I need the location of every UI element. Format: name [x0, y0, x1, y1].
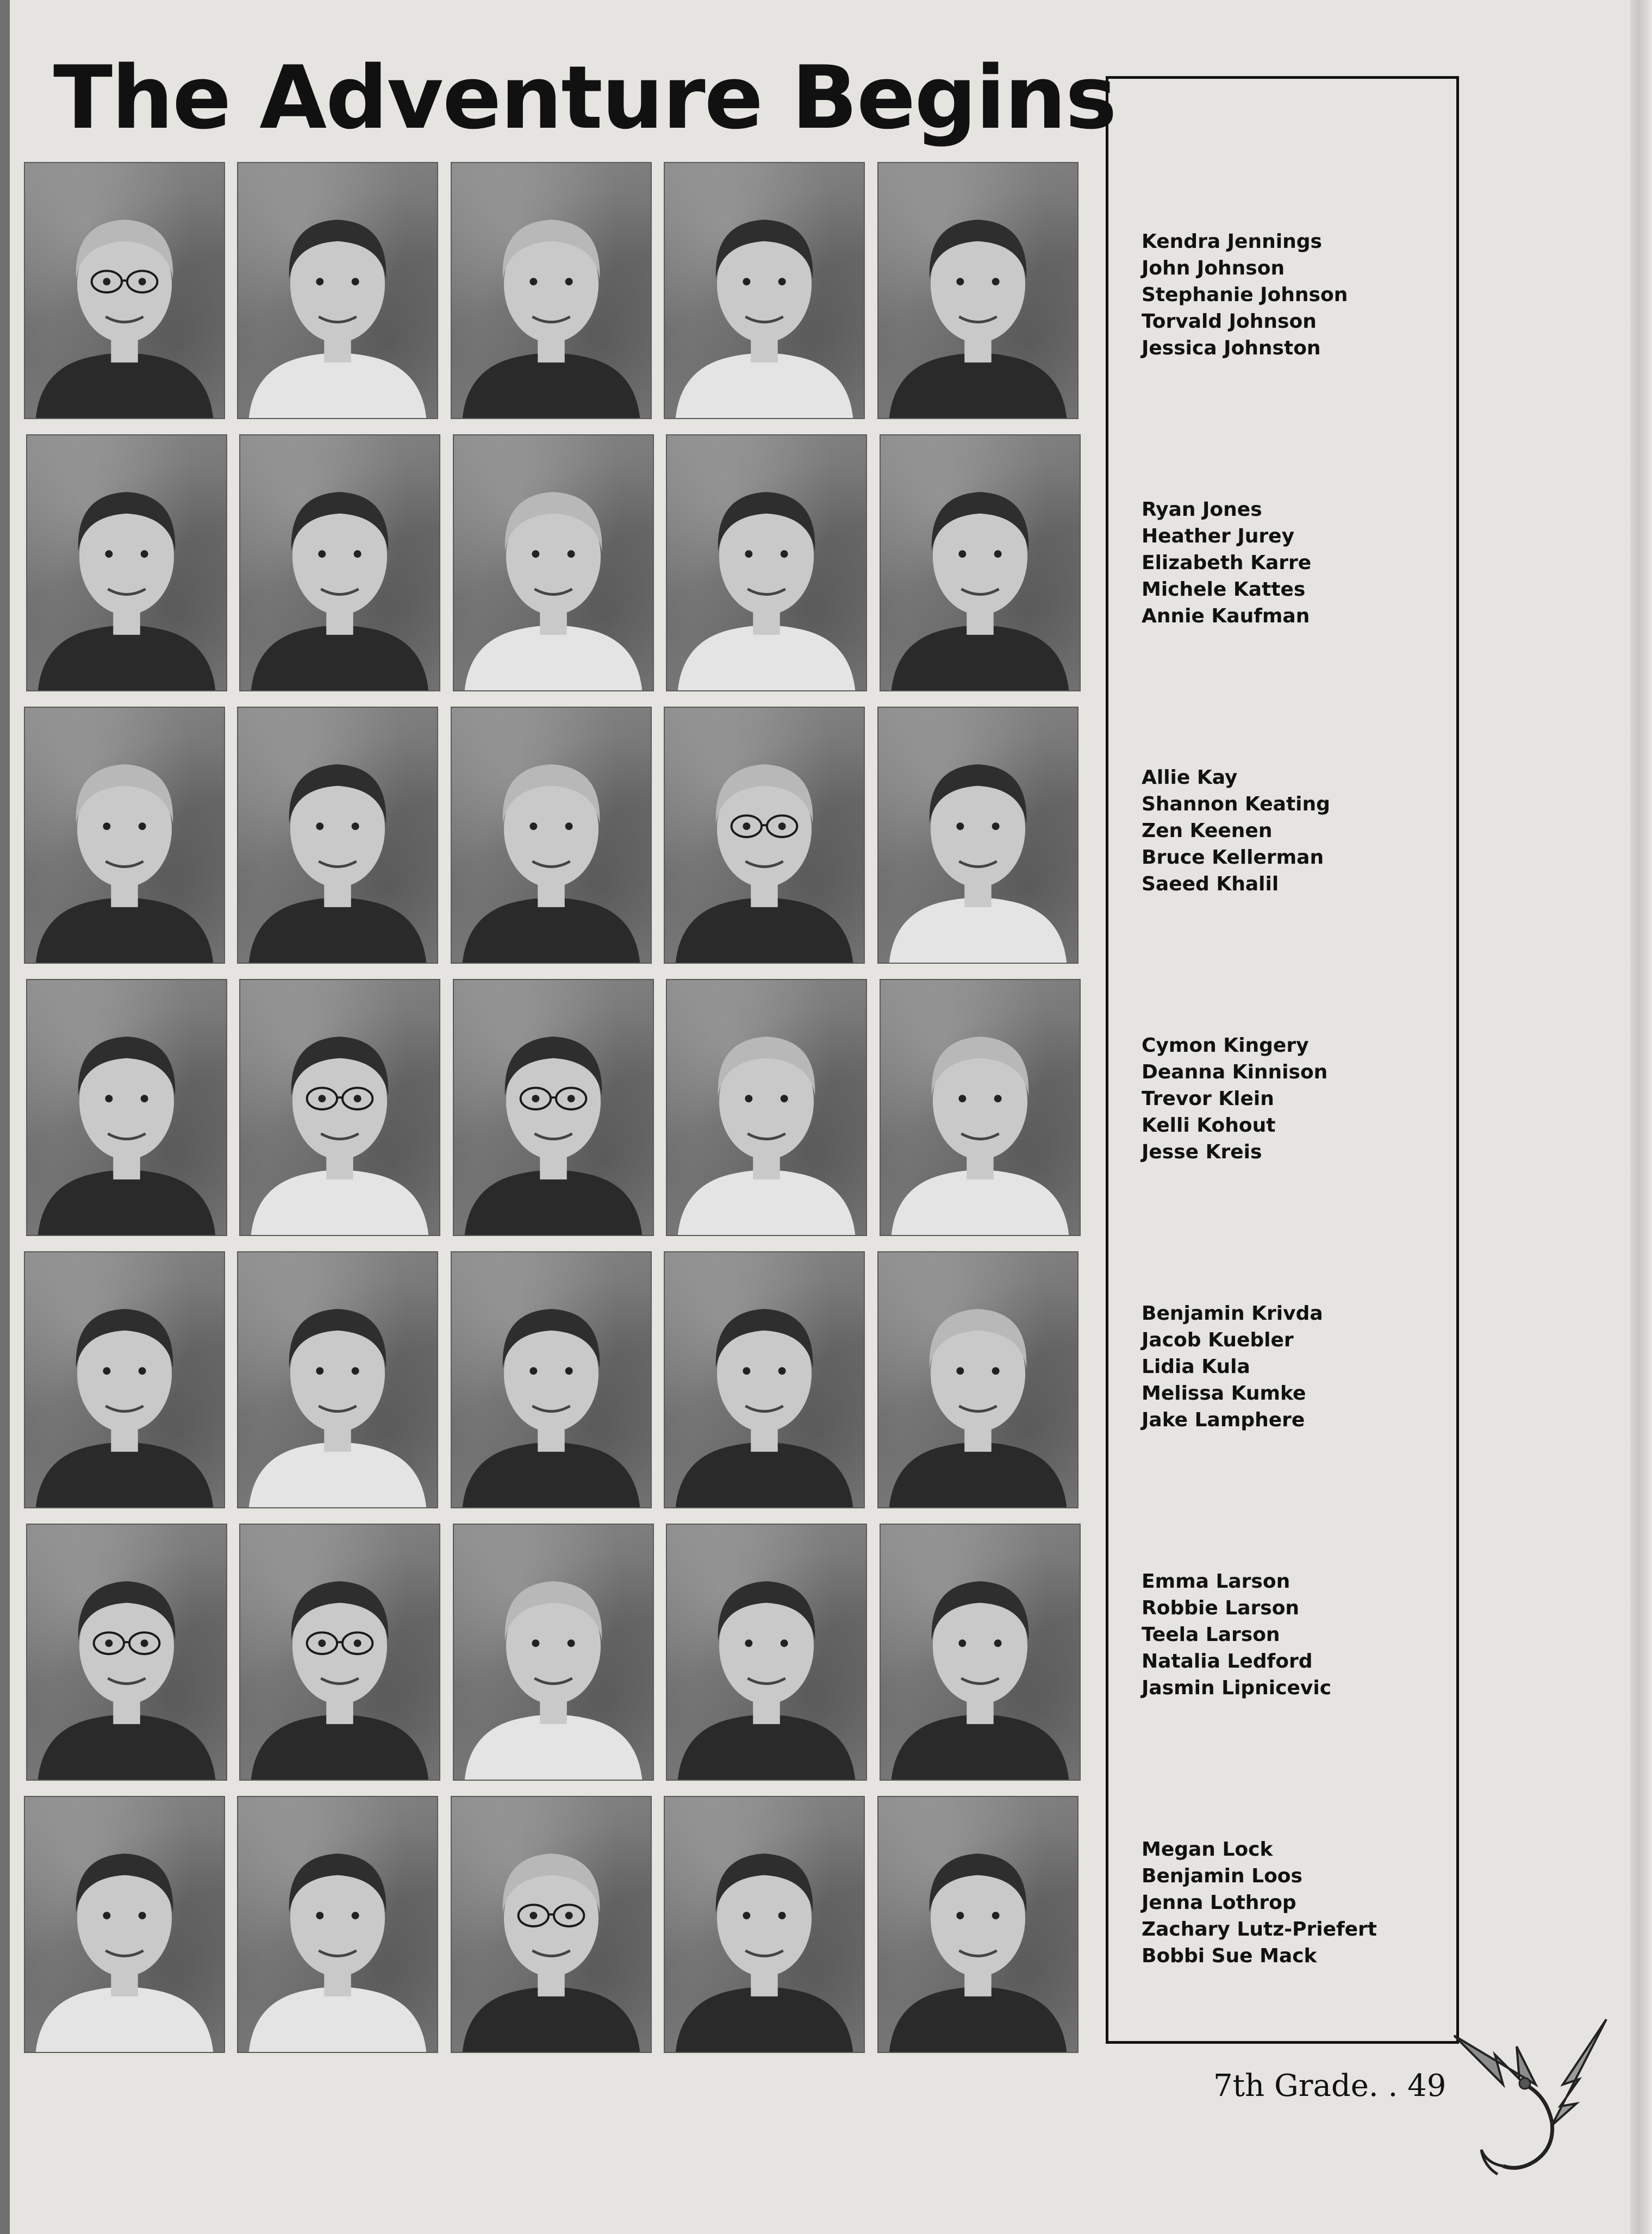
student-portrait — [24, 1796, 225, 2053]
student-name: Deanna Kinnison — [1142, 1061, 1328, 1083]
student-portrait — [880, 434, 1081, 691]
student-portrait — [664, 1796, 865, 2053]
dragon-icon — [1443, 2003, 1623, 2182]
portrait-row — [24, 1251, 1080, 1508]
names-block — [1142, 1032, 1468, 1165]
portrait-row — [24, 162, 1080, 419]
student-name: Allie Kay — [1142, 766, 1238, 789]
student-portrait — [666, 434, 867, 691]
page-binding-edge — [1630, 0, 1652, 2234]
portrait-row — [24, 1796, 1080, 2053]
student-portrait — [451, 162, 652, 419]
student-name: Jessica Johnston — [1142, 337, 1321, 359]
student-name: Elizabeth Karre — [1142, 552, 1312, 574]
portrait-grid — [24, 162, 1080, 2054]
student-name: Robbie Larson — [1142, 1597, 1300, 1619]
student-portrait — [239, 979, 440, 1236]
portrait-row — [24, 1524, 1080, 1781]
student-name: Megan Lock — [1142, 1838, 1273, 1861]
student-portrait — [453, 979, 654, 1236]
student-name: Natalia Ledford — [1142, 1650, 1313, 1673]
student-portrait — [664, 162, 865, 419]
student-name: Zen Keenen — [1142, 820, 1273, 842]
student-name: Ryan Jones — [1142, 498, 1262, 521]
student-portrait — [451, 1251, 652, 1508]
student-portrait — [451, 1796, 652, 2053]
student-name: Bruce Kellerman — [1142, 846, 1324, 869]
student-portrait — [24, 162, 225, 419]
student-name: Shannon Keating — [1142, 793, 1330, 815]
student-name: Teela Larson — [1142, 1624, 1280, 1646]
student-portrait — [877, 707, 1079, 964]
student-name: Saeed Khalil — [1142, 873, 1279, 895]
student-portrait — [453, 1524, 654, 1781]
student-name: Cymon Kingery — [1142, 1034, 1309, 1057]
student-name: Jenna Lothrop — [1142, 1892, 1296, 1914]
student-portrait — [880, 979, 1081, 1236]
student-name: Jesse Kreis — [1142, 1141, 1262, 1163]
student-portrait — [877, 1796, 1079, 2053]
student-name: Jake Lamphere — [1142, 1409, 1305, 1431]
student-portrait — [26, 434, 227, 691]
names-block — [1142, 1836, 1468, 1969]
student-name: Benjamin Loos — [1142, 1865, 1302, 1887]
names-block — [1142, 764, 1468, 897]
names-block — [1142, 1300, 1468, 1433]
student-portrait — [237, 162, 438, 419]
student-portrait — [237, 1251, 438, 1508]
student-name: Stephanie Johnson — [1142, 284, 1348, 306]
portrait-row — [24, 707, 1080, 964]
student-name: Annie Kaufman — [1142, 605, 1310, 627]
student-name: Torvald Johnson — [1142, 310, 1317, 333]
student-name: Bobbi Sue Mack — [1142, 1945, 1317, 1967]
student-portrait — [237, 1796, 438, 2053]
student-name: Kelli Kohout — [1142, 1114, 1276, 1137]
student-name: Jacob Kuebler — [1142, 1329, 1294, 1351]
student-portrait — [26, 979, 227, 1236]
portrait-row — [24, 979, 1080, 1236]
student-portrait — [451, 707, 652, 964]
student-portrait — [877, 162, 1079, 419]
student-portrait — [239, 1524, 440, 1781]
student-name: Michele Kattes — [1142, 578, 1306, 601]
student-portrait — [24, 707, 225, 964]
student-portrait — [453, 434, 654, 691]
student-name: Zachary Lutz-Priefert — [1142, 1918, 1377, 1940]
student-portrait — [239, 434, 440, 691]
student-name: Melissa Kumke — [1142, 1382, 1306, 1405]
page-title: The Adventure Begins — [53, 47, 1116, 148]
names-block — [1142, 228, 1468, 361]
student-name: Kendra Jennings — [1142, 230, 1322, 253]
page-edge-left — [0, 0, 10, 2234]
student-name: Benjamin Krivda — [1142, 1302, 1323, 1325]
student-portrait — [880, 1524, 1081, 1781]
student-name: Jasmin Lipnicevic — [1142, 1677, 1332, 1699]
page-footer: 7th Grade. . 49 — [1213, 2068, 1447, 2104]
student-name: John Johnson — [1142, 257, 1285, 279]
student-portrait — [237, 707, 438, 964]
student-portrait — [666, 1524, 867, 1781]
student-portrait — [26, 1524, 227, 1781]
student-portrait — [666, 979, 867, 1236]
student-name: Lidia Kula — [1142, 1356, 1250, 1378]
student-portrait — [664, 707, 865, 964]
names-block — [1142, 496, 1468, 629]
student-name: Emma Larson — [1142, 1570, 1291, 1593]
student-name: Heather Jurey — [1142, 525, 1295, 547]
student-name: Trevor Klein — [1142, 1088, 1274, 1110]
names-block — [1142, 1568, 1468, 1701]
student-portrait — [664, 1251, 865, 1508]
portrait-row — [24, 434, 1080, 691]
student-portrait — [24, 1251, 225, 1508]
student-portrait — [877, 1251, 1079, 1508]
